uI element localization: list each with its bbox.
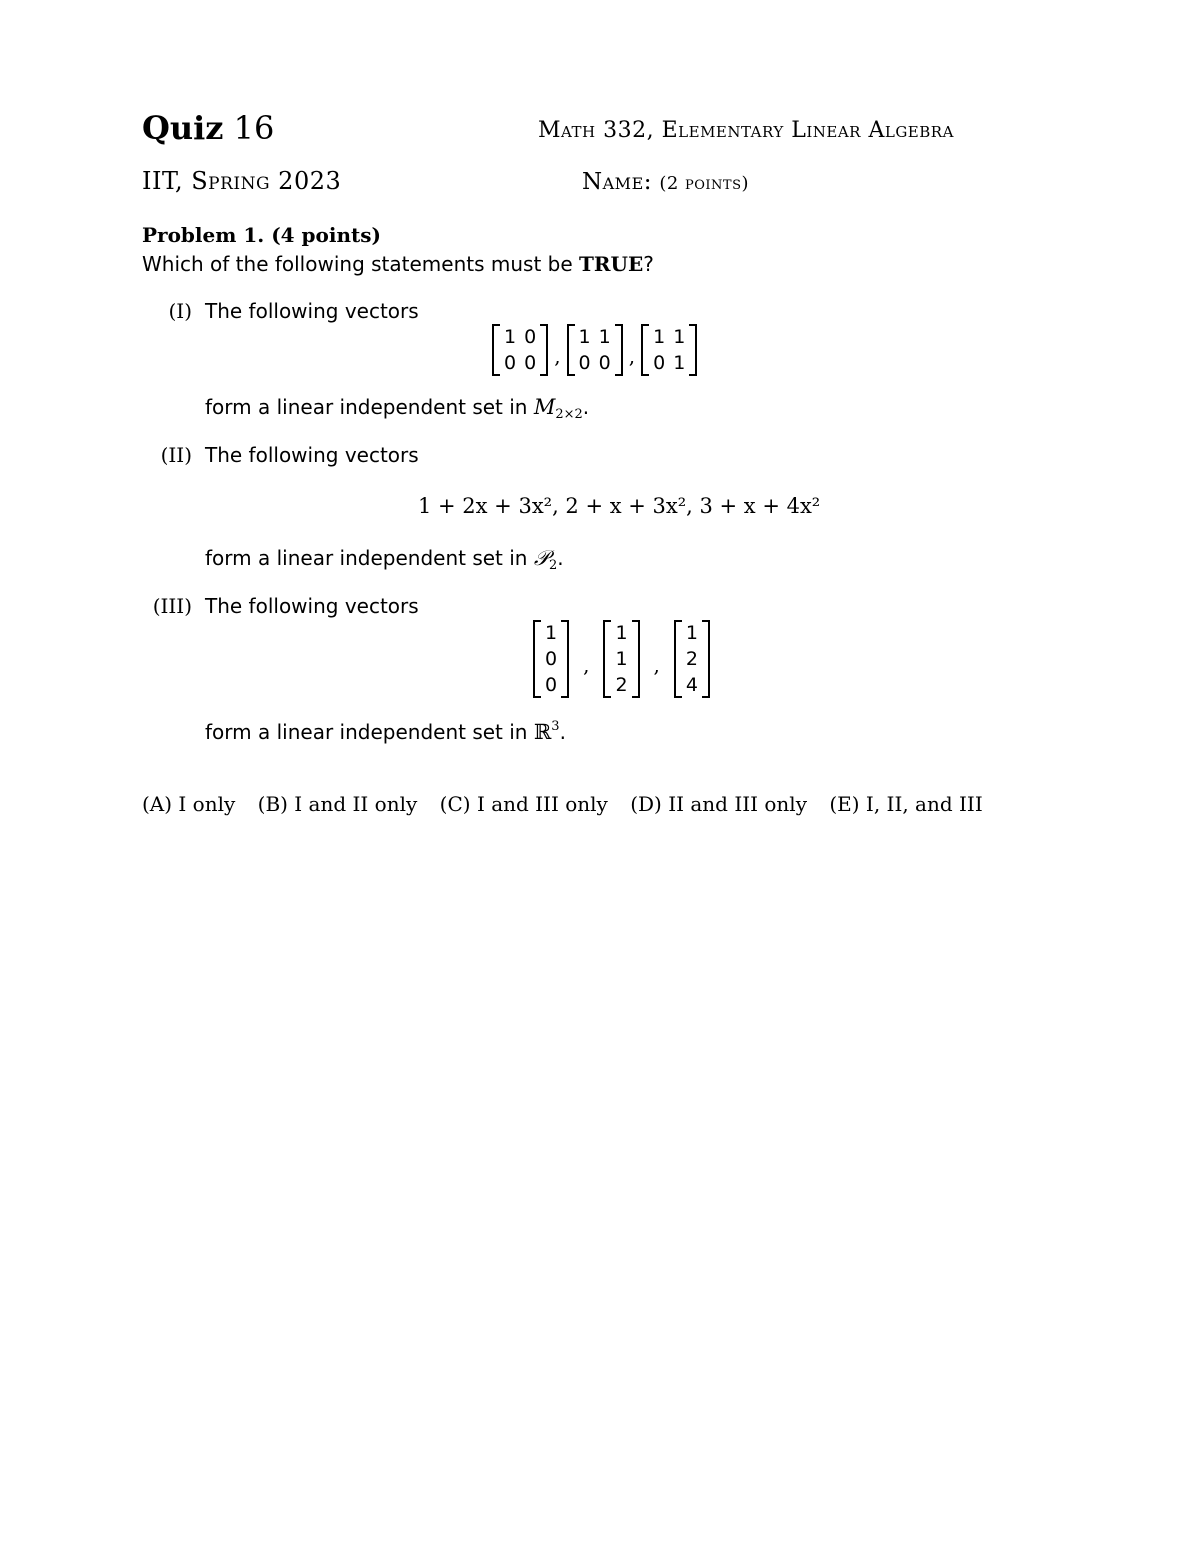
vector-entry: 2 (685, 648, 698, 670)
choice-b: (B) I and II only (257, 792, 418, 816)
matrix-1 (492, 324, 548, 376)
name-points: (2 points) (659, 173, 750, 194)
quiz-number: 16 (233, 109, 275, 147)
name-field (582, 167, 749, 199)
statement-label-2: (II) (160, 443, 192, 467)
space-subscript: 2 (548, 558, 558, 573)
matrix-entry: 0 (504, 352, 517, 374)
course-title: Math 332, Elementary Linear Algebra (538, 118, 954, 143)
matrix-3 (641, 324, 697, 376)
conclusion-text: form a linear independent set in (205, 395, 534, 419)
problem-prompt (142, 250, 654, 278)
vector-list (533, 620, 710, 698)
prompt-end: ? (643, 252, 654, 276)
space-symbol: M (533, 395, 556, 419)
matrix-entry: 1 (653, 326, 666, 348)
prompt-text: Which of the following statements must be (142, 252, 580, 276)
polynomial-list: 1 + 2x + 3x², 2 + x + 3x², 3 + x + 4x² (418, 494, 821, 518)
vector-entry: 0 (545, 674, 558, 696)
column-vector-3 (674, 620, 710, 698)
statement-conclusion-1 (205, 393, 589, 421)
statement-conclusion-2 (205, 544, 564, 572)
name-label: Name: (582, 169, 652, 195)
period: . (559, 720, 566, 744)
comma: , (628, 344, 636, 368)
comma: , (554, 344, 561, 368)
matrix-entry: 1 (578, 326, 591, 348)
quiz-title (142, 108, 274, 148)
choice-c: (C) I and III only (439, 792, 608, 816)
matrix-list (492, 324, 697, 376)
comma: , (653, 653, 660, 677)
matrix-entry: 1 (673, 352, 686, 374)
quiz-word: Quiz (142, 109, 224, 147)
statement-label-1: (I) (168, 299, 192, 323)
comma: , (583, 653, 590, 677)
matrix-entry: 0 (524, 326, 537, 348)
column-vector-1 (533, 620, 569, 698)
space-symbol: 𝒫 (533, 546, 549, 570)
matrix-2 (567, 324, 623, 376)
vector-entry: 1 (545, 622, 558, 644)
statement-intro-1: The following vectors (205, 299, 419, 323)
conclusion-text: form a linear independent set in (205, 546, 534, 570)
vector-entry: 1 (615, 648, 628, 670)
matrix-entry: 1 (673, 326, 686, 348)
answer-choices (142, 790, 999, 818)
vector-entry: 1 (685, 622, 698, 644)
statement-label-3: (III) (152, 594, 192, 618)
term-label: IIT, Spring 2023 (142, 167, 342, 195)
choice-a: (A) I only (142, 792, 236, 816)
matrix-entry: 0 (578, 352, 591, 374)
period: . (557, 546, 564, 570)
vector-entry: 4 (685, 674, 698, 696)
conclusion-text: form a linear independent set in (205, 720, 534, 744)
choice-e: (E) I, II, and III (829, 792, 983, 816)
matrix-entry: 0 (653, 352, 666, 374)
matrix-entry: 1 (598, 326, 611, 348)
space-subscript: 2×2 (555, 407, 583, 422)
vector-entry: 0 (545, 648, 558, 670)
vector-entry: 1 (615, 622, 628, 644)
vector-entry: 2 (615, 674, 628, 696)
statement-conclusion-3 (205, 718, 566, 746)
matrix-entry: 1 (504, 326, 517, 348)
column-vector-2 (603, 620, 639, 698)
problem-heading: Problem 1. (4 points) (142, 223, 381, 247)
period: . (582, 395, 590, 419)
matrix-entry: 0 (524, 352, 537, 374)
prompt-emphasis: TRUE (579, 252, 644, 276)
matrix-entry: 0 (598, 352, 611, 374)
space-superscript: 3 (551, 719, 560, 734)
space-symbol: ℝ (533, 720, 552, 744)
statement-intro-3: The following vectors (205, 594, 419, 618)
choice-d: (D) II and III only (630, 792, 807, 816)
statement-intro-2: The following vectors (205, 443, 419, 467)
